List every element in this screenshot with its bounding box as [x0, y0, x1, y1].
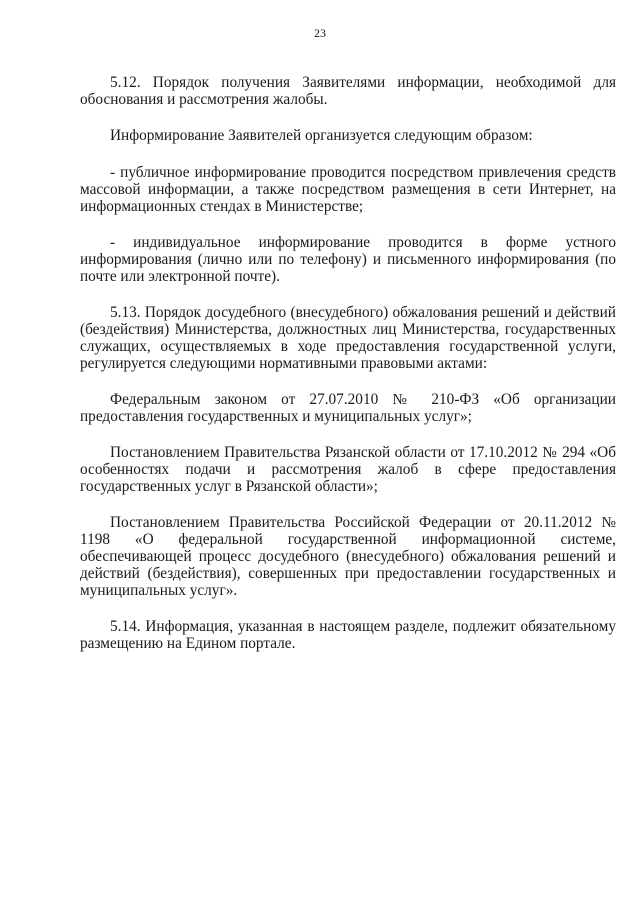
page-number: 23	[314, 26, 326, 40]
section-5-14-paragraph: 5.14. Информация, указанная в настоящем разделе, подлежит обязательному размещению на Едином портале.	[80, 618, 616, 652]
section-5-12-heading: 5.12. Порядок получения Заявителями информации, необходимой для обоснования и рассмотрения жалобы.	[80, 74, 616, 108]
individual-informing-item: - индивидуальное информирование проводится в форме устного информирования (лично или по телефону) и письменного информирования (по почте или электронной почте).	[80, 234, 616, 285]
ryazan-resolution-item: Постановлением Правительства Рязанской области от 17.10.2012 № 294 «Об особенностях подачи и рассмотрения жалоб в сфере предоставления государственных услуг в Рязанской области»;	[80, 444, 616, 495]
federal-law-item: Федеральным законом от 27.07.2010 № 210-ФЗ «Об организации предоставления государственных и муниципальных услуг»;	[80, 391, 616, 425]
public-informing-item: - публичное информирование проводится посредством привлечения средств массовой информации, а также посредством размещения в сети Интернет, на информационных стендах в Министерстве;	[80, 164, 616, 215]
rf-resolution-item: Постановлением Правительства Российской Федерации от 20.11.2012 № 1198 «О федеральной государственной информационной системе, обеспечивающей процесс досудебного (внесудебного) обжалования решений и действий (бездействия), совершенных при предоставлении государственных и муниципальных услуг».	[80, 514, 616, 599]
informing-intro: Информирование Заявителей организуется следующим образом:	[110, 127, 533, 144]
section-5-13-heading: 5.13. Порядок досудебного (внесудебного) обжалования решений и действий (бездействия) Министерства, должностных лиц Министерства, государственных служащих, осуществляемых в ходе предоставления государственной услуги, регулируется следующими нормативными правовыми актами:	[80, 304, 616, 372]
document-body	[80, 74, 616, 652]
